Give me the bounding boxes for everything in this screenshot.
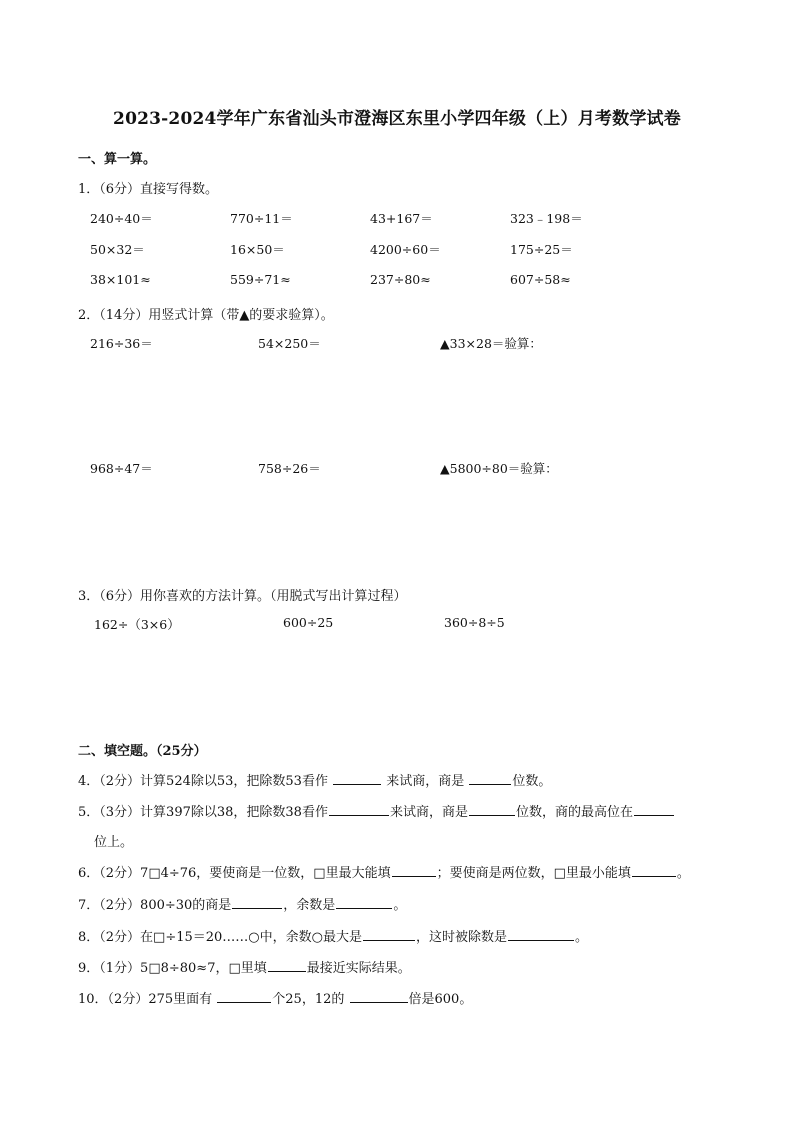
answer-blank[interactable] [392, 864, 436, 877]
q2-expr: 968÷47＝ [90, 461, 153, 476]
question-8 [78, 926, 588, 945]
q1-expr: 240÷40＝ [90, 211, 153, 226]
q3-expr: 600÷25 [283, 615, 334, 630]
q5-text: 5．（3分）计算397除以38，把除数38看作 [78, 805, 328, 820]
answer-blank[interactable] [634, 803, 674, 816]
q1-expr: 175÷25＝ [510, 242, 573, 257]
q10-text: 10．（2分）275里面有 [78, 992, 213, 1007]
answer-blank[interactable] [329, 803, 389, 816]
q2-expr: ▲5800÷80＝验算： [440, 461, 558, 476]
question-4 [78, 770, 551, 789]
answer-blank[interactable] [336, 896, 392, 909]
q6-text: ；要使商是两位数，□里最小能填 [436, 866, 631, 881]
answer-blank[interactable] [469, 772, 511, 785]
answer-blank[interactable] [217, 990, 271, 1003]
answer-blank[interactable] [268, 959, 306, 972]
q6-text: 6．（2分）7□4÷76，要使商是一位数，□里最大能填 [78, 866, 391, 881]
section-heading-2: 二、填空题。（25分） [78, 744, 207, 759]
q7-text: 7．（2分）800÷30的商是 [78, 898, 232, 913]
answer-blank[interactable] [333, 772, 381, 785]
question-10 [78, 988, 472, 1007]
q8-text: 。 [575, 930, 589, 945]
q1-expr: 50×32＝ [90, 242, 145, 257]
q10-text: 倍是600。 [408, 992, 473, 1007]
answer-blank[interactable] [350, 990, 408, 1003]
q8-text: 8．（2分）在□÷15＝20……○中，余数○最大是 [78, 930, 362, 945]
q1-expr: 607÷58≈ [510, 272, 571, 287]
q3-expr: 360÷8÷5 [444, 615, 505, 630]
q4-text: 4．（2分）计算524除以53，把除数53看作 [78, 774, 328, 789]
q10-text: 个25，12的 [272, 992, 345, 1007]
page-title: 2023-2024学年广东省汕头市澄海区东里小学四年级（上）月考数学试卷 [113, 109, 681, 129]
answer-blank[interactable] [363, 928, 415, 941]
q1-expr: 237÷80≈ [370, 272, 431, 287]
q3-expr: 162÷（3×6） [94, 617, 180, 632]
answer-blank[interactable] [232, 896, 282, 909]
q1-expr: 770÷11＝ [230, 211, 293, 226]
q2-expr: 758÷26＝ [258, 461, 321, 476]
q7-text: ，余数是 [283, 898, 336, 913]
q8-text: ，这时被除数是 [416, 930, 508, 945]
question-3-stem: 3．（6分）用你喜欢的方法计算。（用脱式写出计算过程） [78, 589, 407, 604]
q1-expr: 38×101≈ [90, 272, 151, 287]
answer-blank[interactable] [508, 928, 574, 941]
q2-expr: 54×250＝ [258, 336, 321, 351]
question-1-stem: 1．（6分）直接写得数。 [78, 182, 219, 197]
section-heading-1: 一、算一算。 [78, 152, 157, 167]
q1-expr: 43+167＝ [370, 211, 433, 226]
q7-text: 。 [393, 898, 407, 913]
q5-text: 位数，商的最高位在 [515, 805, 633, 820]
answer-blank[interactable] [469, 803, 515, 816]
q1-expr: 323﹣198＝ [510, 211, 583, 226]
q4-text: 位数。 [512, 774, 552, 789]
q9-text: 9．（1分）5□8÷80≈7，□里填 [78, 961, 267, 976]
q1-expr: 4200÷60＝ [370, 242, 441, 257]
q1-expr: 16×50＝ [230, 242, 285, 257]
q1-expr: 559÷71≈ [230, 272, 291, 287]
question-5 [78, 801, 675, 820]
answer-blank[interactable] [632, 864, 676, 877]
q6-text: 。 [676, 866, 690, 881]
q5-continuation: 位上。 [94, 835, 134, 850]
question-2-stem: 2．（14分）用竖式计算（带▲的要求验算）。 [78, 308, 334, 323]
q5-text: 来试商，商是 [389, 805, 468, 820]
q4-text: 来试商，商是 [386, 774, 465, 789]
q2-expr: 216÷36＝ [90, 336, 153, 351]
question-7 [78, 894, 406, 913]
question-6 [78, 862, 690, 881]
q2-expr: ▲33×28＝验算： [440, 336, 542, 351]
question-9 [78, 957, 411, 976]
q9-text: 最接近实际结果。 [306, 961, 411, 976]
